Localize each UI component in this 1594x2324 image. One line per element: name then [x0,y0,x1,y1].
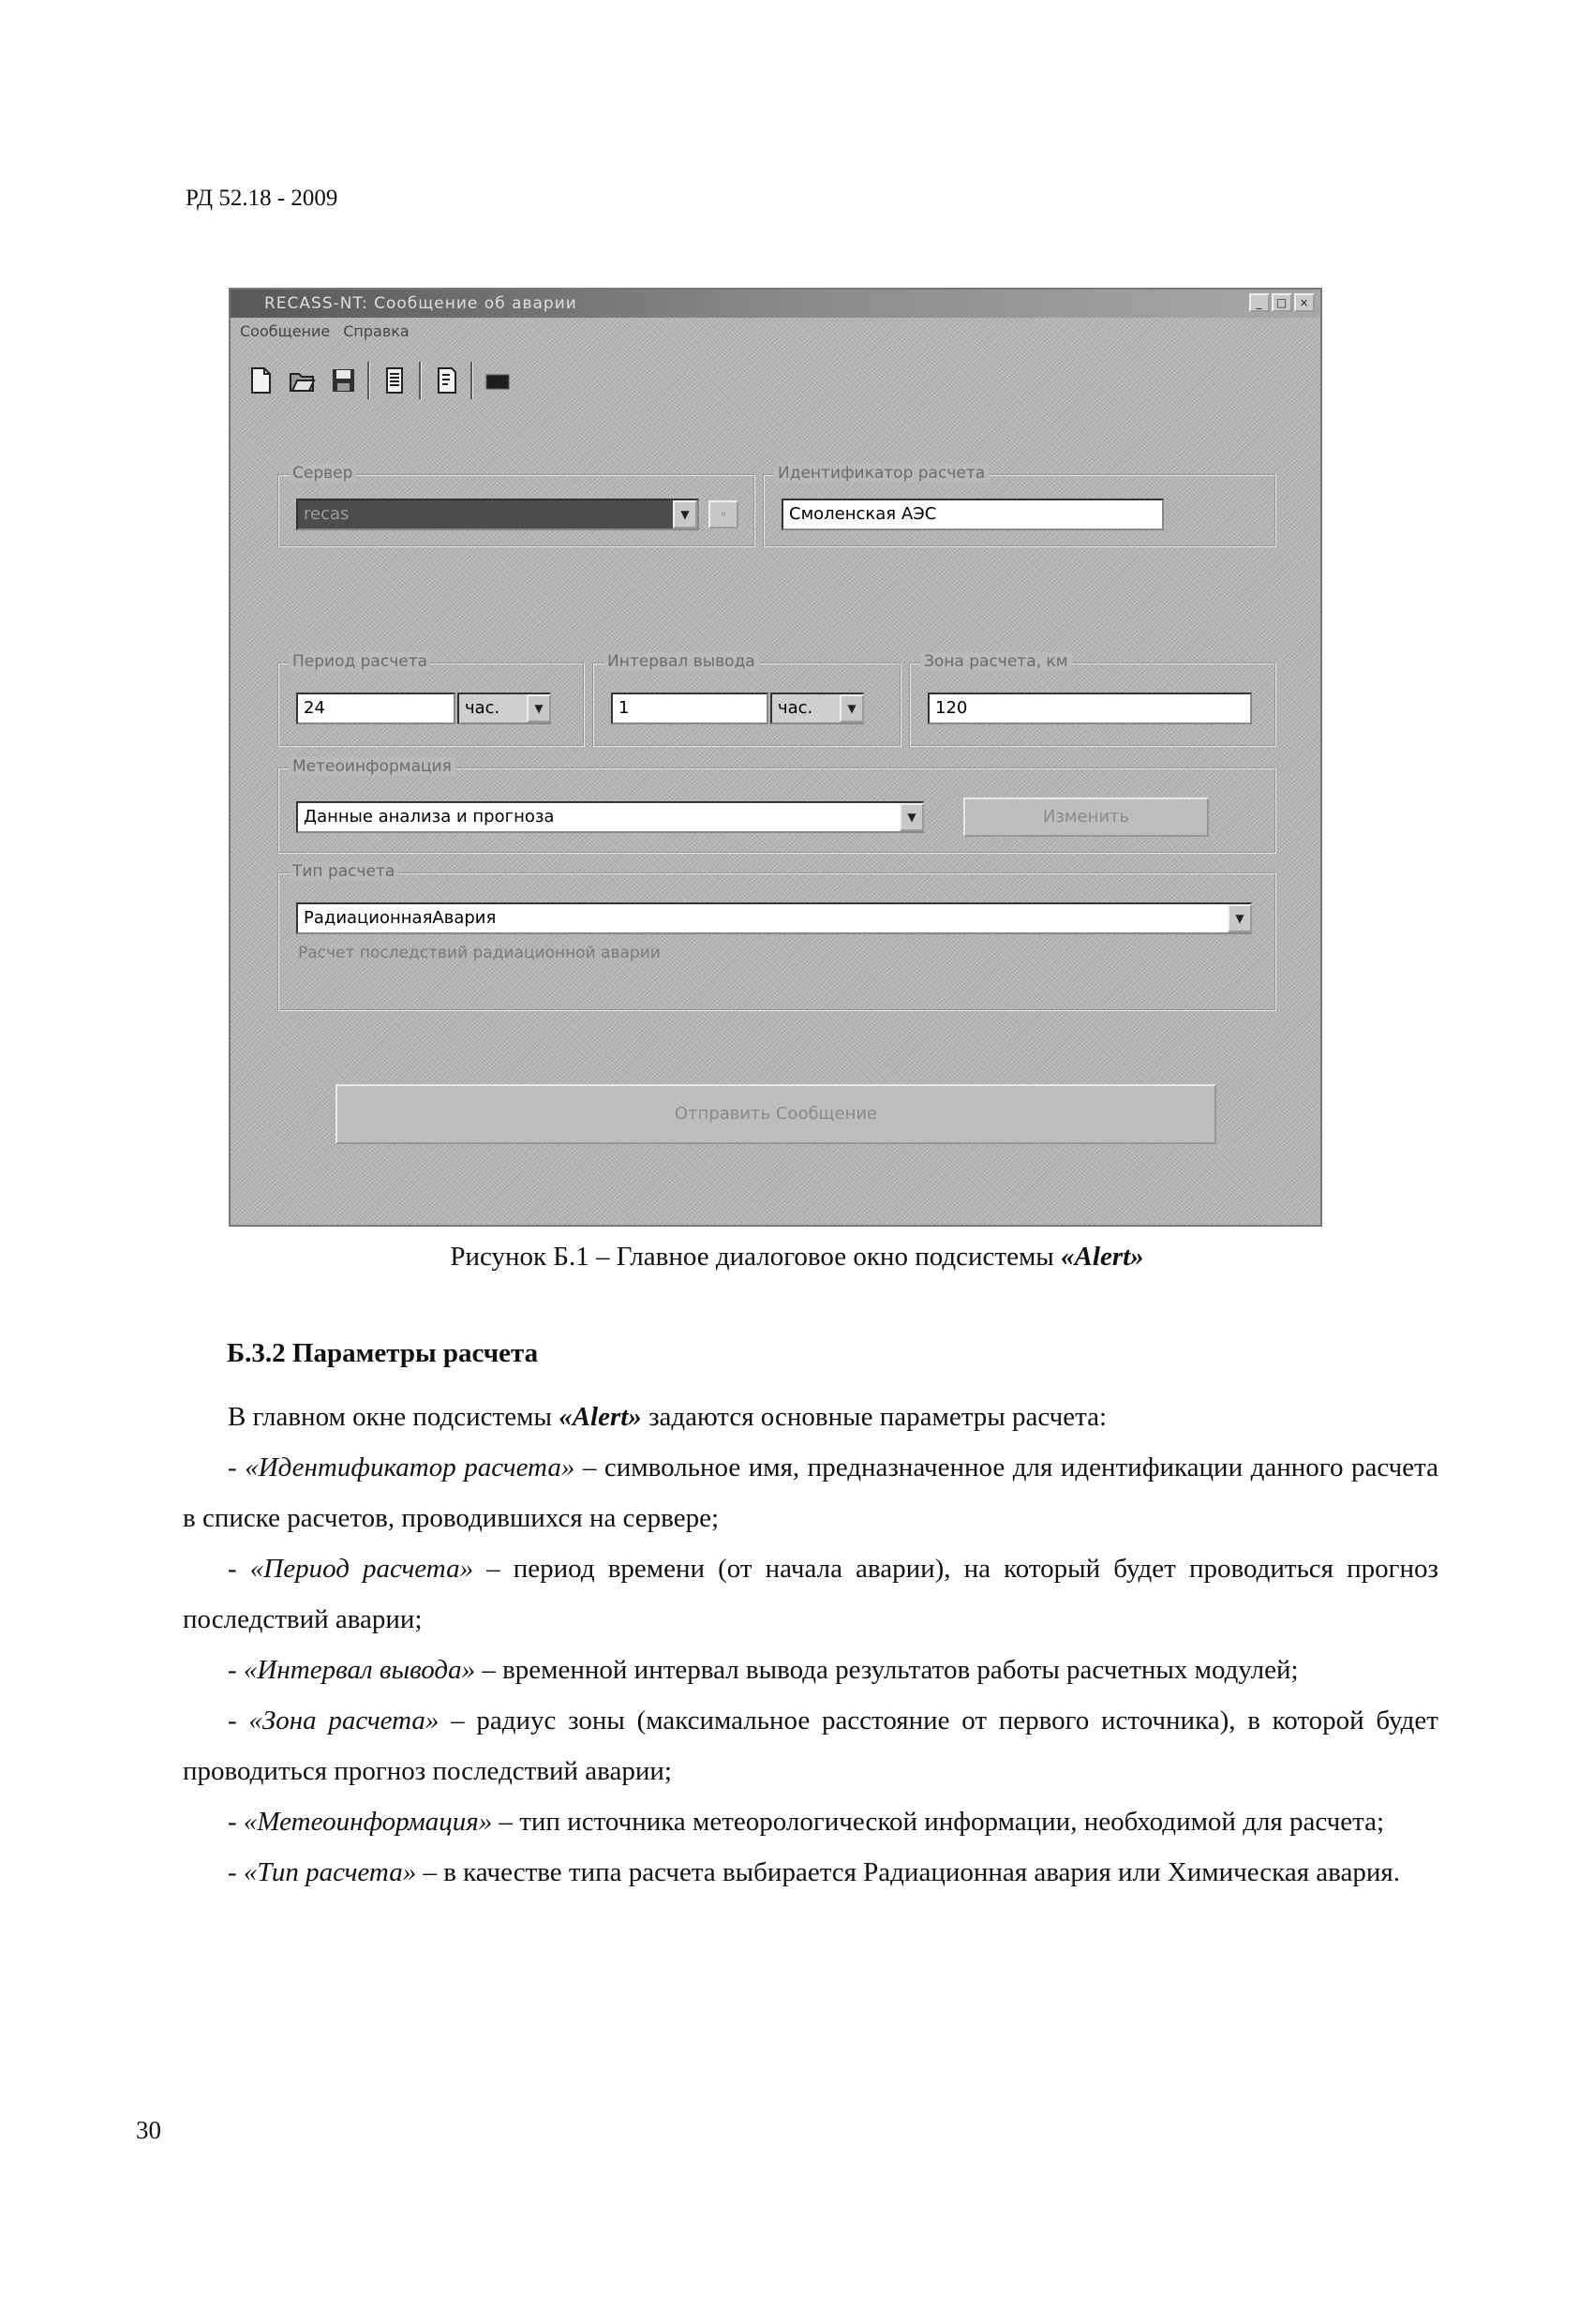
window-titlebar [231,290,1320,318]
minimize-button[interactable]: _ [1249,293,1270,312]
meteo-group [277,757,1276,854]
calc-id-input[interactable]: Смоленская АЭС [782,499,1164,530]
figure-caption [0,1242,1594,1273]
item-term: «Зона расчета» [248,1706,439,1736]
list-item: - «Тип расчета» – в качестве типа расчета выбирается Радиационная авария или Химическая авария. [228,1857,1400,1887]
server-label: Сервер [289,464,356,483]
menu-bar [240,320,410,344]
item-term: «Интервал вывода» [243,1655,476,1685]
report-icon[interactable] [429,363,463,398]
chevron-down-icon[interactable]: ▼ [673,500,697,529]
change-meteo-button[interactable]: Изменить [963,797,1209,837]
item-text: – символьное имя, предназначенное для идентификации данного расчета в списке расчетов, проводившихся на сервере; [183,1452,1438,1533]
interval-unit-select[interactable]: час. [770,693,864,724]
window-title: RECASS-NT: Сообщение об аварии [264,294,577,313]
chevron-down-icon[interactable]: ▼ [527,694,551,723]
chevron-down-icon[interactable]: ▼ [840,694,864,723]
meteo-select[interactable]: Данные анализа и прогноза [296,801,924,833]
item-term: «Период расчета» [249,1554,474,1584]
calc-id-label: Идентификатор расчета [774,464,989,483]
item-text: – в качестве типа расчета выбирается Радиационная авария или Химическая авария. [416,1857,1400,1887]
calc-type-group [277,862,1276,1011]
list-item: - «Метеоинформация» – тип источника метеорологической информации, необходимой для расчета; [228,1807,1385,1837]
stop-icon[interactable] [481,363,514,398]
body-text [183,1392,1438,1898]
intro-prefix: В главном окне подсистемы [228,1402,559,1432]
page-number: 30 [136,2116,161,2144]
item-term: «Идентификатор расчета» [245,1452,575,1482]
section-title: Б.3.2 Параметры расчета [227,1338,539,1368]
list-item: - «Интервал вывода» – временной интервал вывода результатов работы расчетных модулей; [228,1655,1299,1685]
open-folder-icon[interactable] [285,363,319,398]
calc-id-group [763,464,1276,547]
intro-suffix: задаются основные параметры расчета: [641,1402,1108,1432]
chevron-down-icon[interactable]: ▼ [900,803,924,831]
intro-alert-name: «Alert» [559,1402,642,1432]
menu-help[interactable]: Справка [343,322,410,340]
item-text: – тип источника метеорологической информации, необходимой для расчета; [492,1807,1385,1837]
zone-group [909,652,1276,747]
server-group [277,464,755,547]
toolbar-separator [470,362,473,399]
maximize-button[interactable]: □ [1272,293,1292,312]
zone-label: Зона расчета, км [920,652,1072,671]
list-item: - «Идентификатор расчета» – символьное имя, предназначенное для идентификации данного расчета в списке расчетов, проводившихся на сервере; [183,1452,1438,1533]
list-item: - «Зона расчета» – радиус зоны (максимальное расстояние от первого источника), в которой будет проводиться прогноз последствий аварии; [183,1706,1438,1786]
period-label: Период расчета [289,652,431,671]
interval-label: Интервал вывода [603,652,759,671]
caption-alert-name: «Alert» [1061,1242,1144,1272]
interval-input[interactable]: 1 [611,693,768,724]
new-document-icon[interactable] [244,363,277,398]
calc-type-select[interactable]: РадиационнаяАвария [296,902,1252,934]
toolbar [244,359,514,402]
toolbar-separator [367,362,370,399]
item-term: «Тип расчета» [243,1857,417,1887]
toolbar-separator [419,362,422,399]
caption-text: Рисунок Б.1 – Главное диалоговое окно подсистемы [450,1242,1062,1272]
interval-group [592,652,901,747]
intro-paragraph [183,1392,1438,1442]
item-text: – временной интервал вывода результатов работы расчетных модулей; [475,1655,1299,1685]
alert-main-window [229,288,1322,1227]
item-term: «Метеоинформация» [243,1807,493,1837]
item-text: – радиус зоны (максимальное расстояние от первого источника), в которой будет проводиться прогноз последствий аварии; [183,1706,1438,1786]
calc-type-description: Расчет последствий радиационной аварии [298,944,661,962]
period-input[interactable]: 24 [296,693,455,724]
server-connect-button[interactable]: ◦ [708,500,738,529]
server-select[interactable]: recas [296,499,699,530]
period-group [277,652,585,747]
close-button[interactable]: × [1294,293,1315,312]
menu-message[interactable]: Сообщение [240,322,331,340]
chevron-down-icon[interactable]: ▼ [1228,904,1252,932]
document-header: РД 52.18 - 2009 [186,186,338,211]
period-unit-select[interactable]: час. [457,693,551,724]
send-message-button[interactable]: Отправить Сообщение [335,1084,1216,1144]
zone-input[interactable]: 120 [928,693,1252,724]
window-controls [1249,293,1315,312]
text-document-icon[interactable] [378,363,411,398]
list-item: - «Период расчета» – период времени (от начала аварии), на который будет проводиться прогноз последствий аварии; [183,1554,1438,1634]
meteo-label: Метеоинформация [289,757,455,776]
save-icon[interactable] [326,363,360,398]
calc-type-label: Тип расчета [289,862,398,881]
item-text: – период времени (от начала аварии), на который будет проводиться прогноз последствий аварии; [183,1554,1438,1634]
